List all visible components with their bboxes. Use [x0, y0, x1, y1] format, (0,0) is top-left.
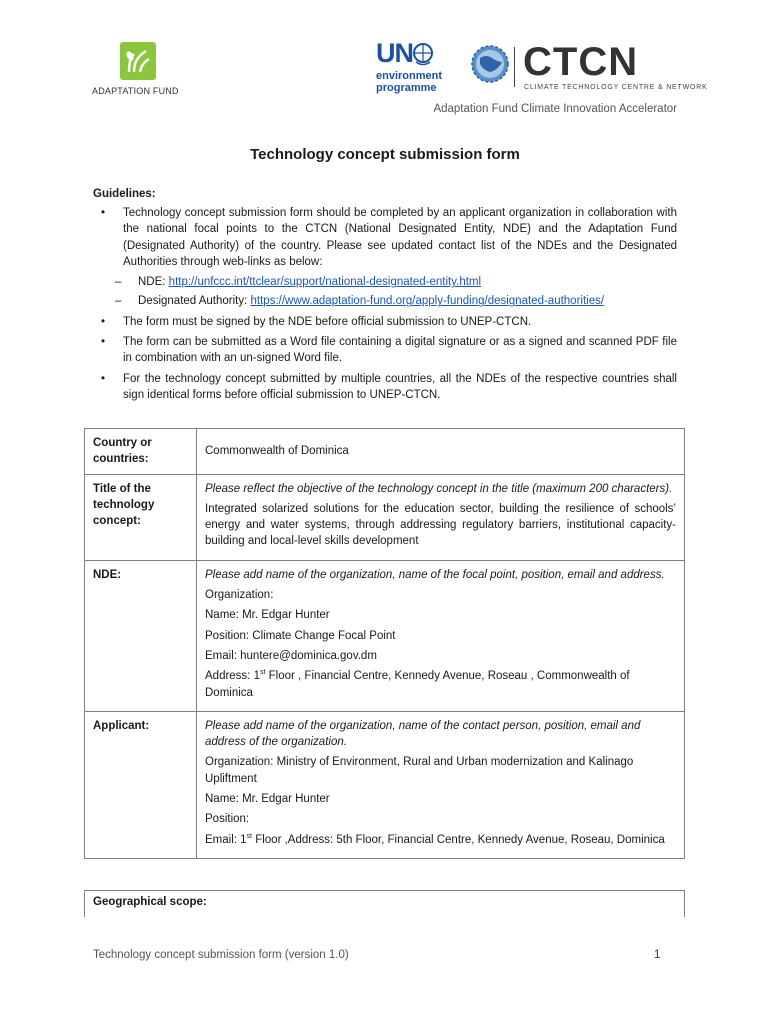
nde-name[interactable]: Name: Mr. Edgar Hunter: [205, 609, 330, 622]
adaptation-fund-logo: [92, 42, 202, 102]
concept-title-cell: [197, 474, 685, 560]
nde-organization[interactable]: Organization:: [205, 589, 274, 602]
guideline-text: Technology concept submission form should be completed by an applicant organization in collaboration with the national focal points to the CTCN (National Designated Entity, NDE) and the Adaptation Fund (Designated Authority) of the country. Please see updated contact list of the NDEs and the Designated Authorities through web-links as below:: [123, 207, 677, 268]
applicant-email-address[interactable]: [205, 832, 676, 848]
nde-hint: Please add name of the organization, name of the focal point, position, email and address.: [205, 568, 665, 581]
table-row: [85, 474, 685, 560]
table-row: [85, 429, 685, 475]
ctcn-wordmark: CTCN: [523, 40, 639, 84]
logo-separator: [514, 47, 515, 87]
guideline-item: [93, 334, 677, 367]
unep-programme-text: programme: [376, 82, 437, 94]
concept-title-label: Title of the technology concept:: [85, 474, 197, 560]
guideline-item: [93, 205, 677, 310]
da-link-label: Designated Authority:: [138, 295, 251, 308]
applicant-label: Applicant:: [85, 711, 197, 858]
designated-authority-link[interactable]: https://www.adaptation-fund.org/apply-funding/designated-authorities/: [250, 295, 605, 308]
guideline-item: [93, 371, 677, 404]
unep-environment-text: environment: [376, 70, 443, 82]
nde-link-label: NDE:: [138, 276, 169, 289]
geographical-scope-label: Geographical scope:: [93, 896, 207, 908]
ctcn-subtitle: CLIMATE TECHNOLOGY CENTRE & NETWORK: [524, 84, 708, 91]
table-row: [85, 711, 685, 858]
applicant-name[interactable]: Name: Mr. Edgar Hunter: [205, 793, 330, 806]
guidelines-heading: Guidelines:: [93, 188, 156, 200]
adaptation-fund-wordmark: ADAPTATION FUND: [92, 86, 179, 96]
concept-title-hint: Please reflect the objective of the technology concept in the title (maximum 200 characters).: [205, 482, 673, 495]
applicant-email-ordinal: st: [246, 832, 252, 840]
guideline-item: [93, 314, 677, 330]
unep-logo: [376, 40, 472, 96]
applicant-hint: Please add name of the organization, name of the contact person, position, email and address of the organization.: [205, 719, 641, 749]
guideline-text: The form can be submitted as a Word file containing a digital signature or as a signed and scanned PDF file in combination with an un-signed Word file.: [123, 336, 677, 365]
geographical-scope-box: [84, 890, 685, 917]
applicant-position[interactable]: Position:: [205, 813, 250, 826]
submission-form-table: [84, 428, 685, 859]
unep-un-text: UN: [376, 38, 413, 68]
ctcn-globe-icon: [470, 44, 510, 84]
nde-email[interactable]: Email: huntere@dominica.gov.dm: [205, 649, 377, 662]
country-label: Country or countries:: [85, 429, 197, 475]
nde-link-item: [123, 274, 677, 290]
nde-address-ordinal: st: [259, 669, 266, 677]
un-emblem-icon: [412, 42, 434, 66]
country-value[interactable]: Commonwealth of Dominica: [205, 445, 349, 457]
applicant-email-rest: Floor ,Address: 5th Floor, Financial Centre, Kennedy Avenue, Roseau, Dominica: [252, 833, 665, 846]
nde-address[interactable]: [205, 668, 676, 701]
contact-links-list: [123, 274, 677, 310]
nde-cell: [197, 560, 685, 711]
guidelines-list: [93, 205, 677, 407]
applicant-organization[interactable]: Organization: Ministry of Environment, Rural and Urban modernization and Kalinago Upliftment: [205, 756, 634, 785]
nde-label: NDE:: [85, 560, 197, 711]
nde-link[interactable]: http://unfccc.int/ttclear/support/national-designated-entity.html: [168, 276, 482, 289]
accelerator-subtitle: Adaptation Fund Climate Innovation Accelerator: [433, 103, 677, 115]
nde-address-rest: Floor , Financial Centre, Kennedy Avenue, Roseau , Commonwealth of Dominica: [205, 670, 630, 699]
country-value-cell: [197, 429, 685, 475]
page-number: 1: [654, 949, 661, 961]
nde-position[interactable]: Position: Climate Change Focal Point: [205, 629, 396, 642]
page-title: Technology concept submission form: [250, 146, 520, 163]
footer-title: Technology concept submission form (version 1.0): [93, 949, 349, 961]
applicant-cell: [197, 711, 685, 858]
guideline-text: The form must be signed by the NDE before official submission to UNEP-CTCN.: [123, 315, 532, 328]
applicant-email-start: Email: 1: [205, 833, 247, 846]
adaptation-fund-leaf-icon: [120, 42, 156, 80]
da-link-item: [123, 293, 677, 309]
guideline-text: For the technology concept submitted by multiple countries, all the NDEs of the respective countries shall sign identical forms before official submission to UNEP-CTCN.: [123, 372, 677, 401]
concept-title-value[interactable]: Integrated solarized solutions for the education sector, building the resilience of schools’ energy and water systems, through addressing regulatory barriers, institutional capacity-building and local-level skills development: [205, 502, 676, 548]
nde-address-start: Address: 1: [205, 670, 260, 683]
table-row: [85, 560, 685, 711]
